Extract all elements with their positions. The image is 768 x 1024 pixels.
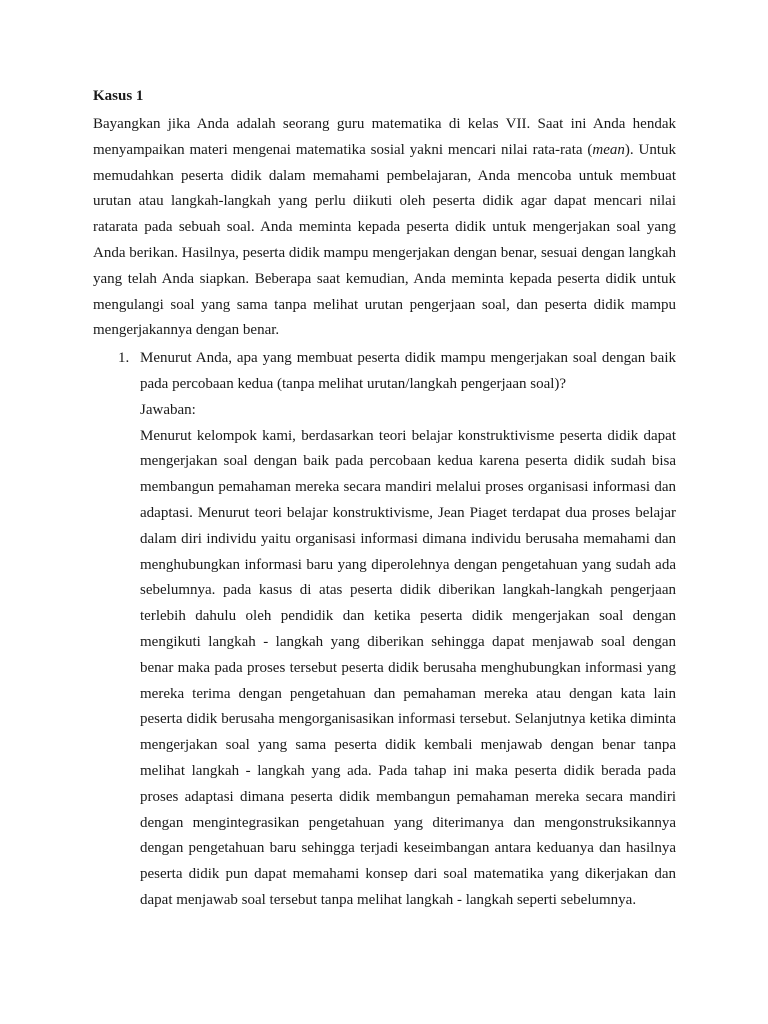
intro-italic-term: mean (592, 141, 625, 158)
intro-text-end: ). Untuk memudahkan peserta didik dalam memahami pembelajaran, Anda mencoba untuk membuat urutan atau langkah-langkah yang perlu diikuti oleh peserta didik agar dapat mencari nilai ratarata pada sebuah soal. Anda meminta kepada peserta didik untuk mengerjakan soal yang Anda berikan. Hasilnya, peserta didik mampu mengerjakan dengan benar, sesuai dengan langkah yang telah Anda siapkan. Beberapa saat kemudian, Anda meminta kepada peserta didik untuk mengulangi soal yang sama tanpa melihat urutan pengerjaan soal, dan peserta didik mampu mengerjakannya dengan benar. (93, 141, 676, 339)
question-text: Menurut Anda, apa yang membuat peserta didik mampu mengerjakan soal dengan baik pada percobaan kedua (tanpa melihat urutan/langkah pengerjaan soal)? (140, 350, 676, 392)
intro-text-start: Bayangkan jika Anda adalah seorang guru matematika di kelas VII. Saat ini Anda hendak menyampaikan materi mengenai matematika sosial yakni mencari nilai rata-rata ( (93, 116, 676, 158)
answer-label: Jawaban: (140, 401, 196, 418)
question-list (93, 346, 676, 914)
question-item (93, 346, 676, 914)
case-heading: Kasus 1 (93, 88, 144, 104)
case-intro-paragraph (93, 112, 676, 344)
question-number: 1. (118, 350, 130, 367)
answer-text: Menurut kelompok kami, berdasarkan teori belajar konstruktivisme peserta didik dapat mengerjakan soal dengan baik pada percobaan kedua karena peserta didik sudah bisa membangun pemahaman mereka secara mandiri melalui proses organisasi informasi dan adaptasi. Menurut teori belajar konstruktivisme, Jean Piaget terdapat dua proses belajar dalam diri individu yaitu organisasi informasi dimana individu berusaha memahami dan menghubungkan informasi baru yang diperolehnya dengan pengetahuan yang sudah ada sebelumnya. pada kasus di atas peserta didik diberikan langkah-langkah pengerjaan terlebih dahulu oleh pendidik dan ketika peserta didik mengerjakan soal dengan mengikuti langkah - langkah yang diberikan sehingga dapat menjawab soal dengan benar maka pada proses tersebut peserta didik berusaha menghubungkan informasi yang mereka terima dengan pengetahuan dan pemahaman mereka atau dengan kata lain peserta didik berusaha mengorganisasikan informasi tersebut. Selanjutnya ketika diminta mengerjakan soal yang sama peserta didik kembali menjawab dengan benar tanpa melihat langkah - langkah yang ada. Pada tahap ini maka peserta didik berada pada proses adaptasi dimana peserta didik membangun pemahaman mereka secara mandiri dengan mengintegrasikan pengetahuan yang diterimanya dan mengonstruksikannya dengan pengetahuan baru sehingga terjadi keseimbangan antara keduanya dan hasilnya peserta didik pun dapat memahami konsep dari soal matematika yang dikerjakan dan dapat menjawab soal tersebut tanpa melihat langkah - langkah seperti sebelumnya. (140, 427, 676, 908)
document-page (93, 86, 676, 914)
